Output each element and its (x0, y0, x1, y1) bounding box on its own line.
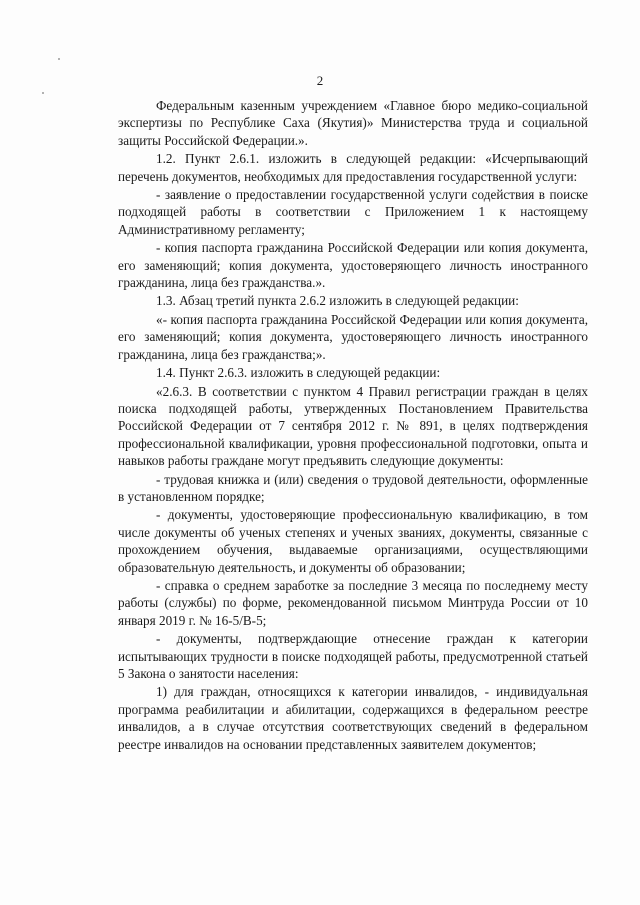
paragraph-7: 1.4. Пункт 2.6.3. изложить в следующей редакции: (156, 365, 441, 381)
paragraph-13: 1) для граждан, относящихся к категории инвалидов, - индивидуальная программа реабилитации и абилитации, содержащихся в федеральном реестре инвалидов, а в случае отсутствия соответствующих сведений в федеральном реестре инвалидов на основании представленных заявителем документов; (118, 684, 588, 752)
page-number: 2 (316, 73, 324, 88)
paragraph-10: - документы, удостоверяющие профессиональную квалификацию, в том числе документы об ученых степенях и ученых званиях, документы, связанные с прохождением обучения, выдаваемые организациями, осуществляющими образовательную деятельность, и документы об образовании; (118, 507, 588, 575)
document-body (118, 97, 588, 753)
paragraph-11: - справка о среднем заработке за последние 3 месяца по последнему месту работы (службы) по форме, рекомендованной письмом Минтруда России от 10 января 2019 г. № 16-5/В-5; (118, 577, 588, 628)
paragraph-2: 1.2. Пункт 2.6.1. изложить в следующей редакции: «Исчерпывающий перечень документов, необходимых для предоставления государственной услуги: (118, 151, 588, 184)
paragraph-4: - копия паспорта гражданина Российской Федерации или копия документа, его заменяющий; копия документа, удостоверяющего личность иностранного гражданина, лица без гражданства.». (118, 240, 588, 291)
paragraph-1: Федеральным казенным учреждением «Главное бюро медико-социальной экспертизы по Республике Саха (Якутия)» Министерства труда и социальной защиты Российской Федерации.». (118, 98, 588, 148)
paragraph-8: «2.6.3. В соответствии с пунктом 4 Правил регистрации граждан в целях поиска подходящей работы, утвержденных Постановлением Правительства Российской Федерации от 7 сентября 2012 г. № 891, в целях подтверждения профессиональной квалификации, уровня профессиональной подготовки, опыта и навыков работы граждане могут предъявить следующие документы: (118, 383, 588, 469)
paragraph-9: - трудовая книжка и (или) сведения о трудовой деятельности, оформленные в установленном порядке; (118, 471, 588, 504)
paragraph-3: - заявление о предоставлении государственной услуги содействия в поиске подходящей работы в соответствии с Приложением 1 к настоящему Административному регламенту; (118, 187, 588, 237)
scan-speck (42, 92, 44, 94)
scan-speck (58, 58, 60, 60)
paragraph-6: «- копия паспорта гражданина Российской Федерации или копия документа, его заменяющий; копия документа, удостоверяющего личность иностранного гражданина, лица без гражданства;». (118, 311, 588, 362)
paragraph-12: - документы, подтверждающие отнесение граждан к категории испытывающих трудности в поиске подходящей работы, предусмотренной статьей 5 Закона о занятости населения: (118, 631, 588, 681)
paragraph-5: 1.3. Абзац третий пункта 2.6.2 изложить в следующей редакции: (156, 293, 519, 309)
